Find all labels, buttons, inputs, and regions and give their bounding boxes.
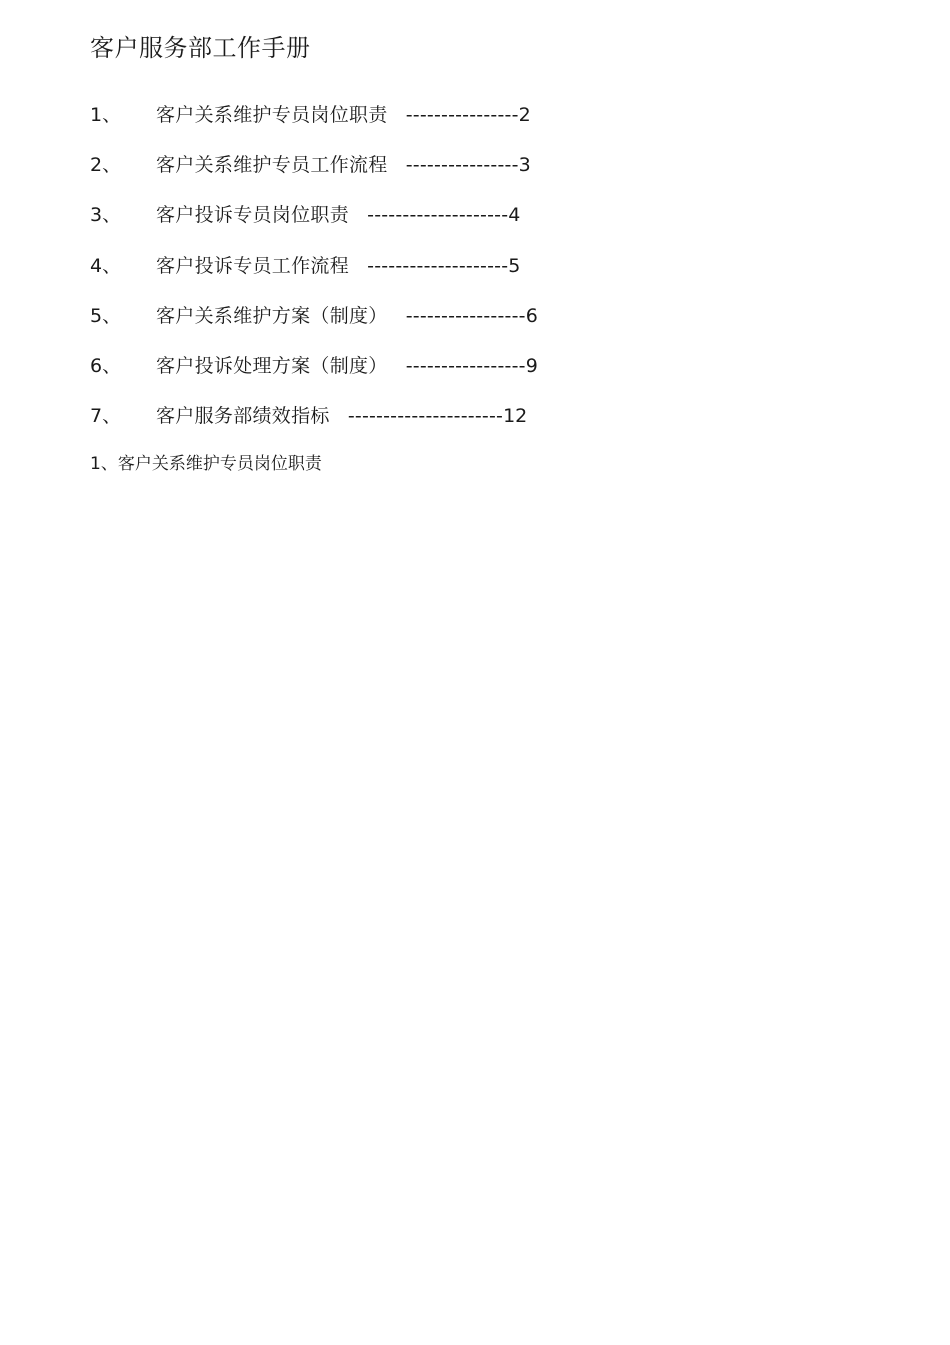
toc-item-title: 客户投诉专员岗位职责 bbox=[156, 204, 350, 227]
toc-item-gap bbox=[388, 154, 406, 176]
toc-item-gap bbox=[388, 305, 406, 327]
toc-item-leader: -------------------- bbox=[367, 254, 509, 277]
toc-item-gap bbox=[349, 255, 367, 277]
toc-item-title: 客户投诉处理方案（制度） bbox=[156, 354, 388, 377]
toc-item-page: 2 bbox=[518, 104, 531, 126]
toc-item-entry bbox=[156, 251, 520, 281]
toc-item-leader: ----------------- bbox=[405, 304, 526, 327]
toc-item-title: 客户关系维护方案（制度） bbox=[156, 304, 388, 327]
toc-item-leader: -------------------- bbox=[367, 204, 509, 227]
toc-item-leader: ---------------- bbox=[405, 104, 519, 126]
toc-item-page: 3 bbox=[518, 154, 531, 177]
toc-item-entry bbox=[156, 200, 520, 230]
toc-item-entry bbox=[156, 100, 531, 130]
toc-item-title: 客户关系维护专员岗位职责 bbox=[156, 104, 388, 126]
toc-item-number: 5、 bbox=[90, 304, 122, 327]
toc-item-page: 9 bbox=[525, 354, 538, 377]
toc-item-gap bbox=[349, 204, 367, 226]
toc-item-entry bbox=[156, 301, 538, 331]
toc-item-number: 2、 bbox=[90, 154, 122, 177]
toc-item-number: 7、 bbox=[90, 405, 122, 428]
toc-item-page: 12 bbox=[503, 405, 528, 428]
toc-item-title: 客户关系维护专员工作流程 bbox=[156, 154, 388, 177]
section-heading: 1、客户关系维护专员岗位职责 bbox=[90, 454, 322, 474]
toc-item-leader: ---------------------- bbox=[347, 405, 504, 428]
toc-item-leader: ---------------- bbox=[405, 154, 519, 177]
toc-item-number: 6、 bbox=[90, 354, 122, 377]
toc-item-gap bbox=[388, 355, 406, 377]
toc-item-entry bbox=[156, 401, 527, 431]
toc-item-page: 6 bbox=[525, 304, 538, 327]
toc-item-gap bbox=[330, 405, 348, 427]
document-title: 客户服务部工作手册 bbox=[90, 34, 311, 62]
toc-item-title: 客户投诉专员工作流程 bbox=[156, 254, 350, 277]
toc-item-page: 4 bbox=[508, 204, 521, 227]
toc-item-number: 3、 bbox=[90, 204, 122, 227]
toc-item-leader: ----------------- bbox=[405, 354, 526, 377]
toc-item-number: 4、 bbox=[90, 254, 122, 277]
toc-item-page: 5 bbox=[508, 254, 521, 277]
toc-item-entry bbox=[156, 150, 531, 180]
toc-item-title: 客户服务部绩效指标 bbox=[156, 405, 330, 428]
toc-item-gap bbox=[388, 104, 406, 126]
toc-item-number: 1、 bbox=[90, 104, 122, 126]
toc-item-entry bbox=[156, 351, 538, 381]
